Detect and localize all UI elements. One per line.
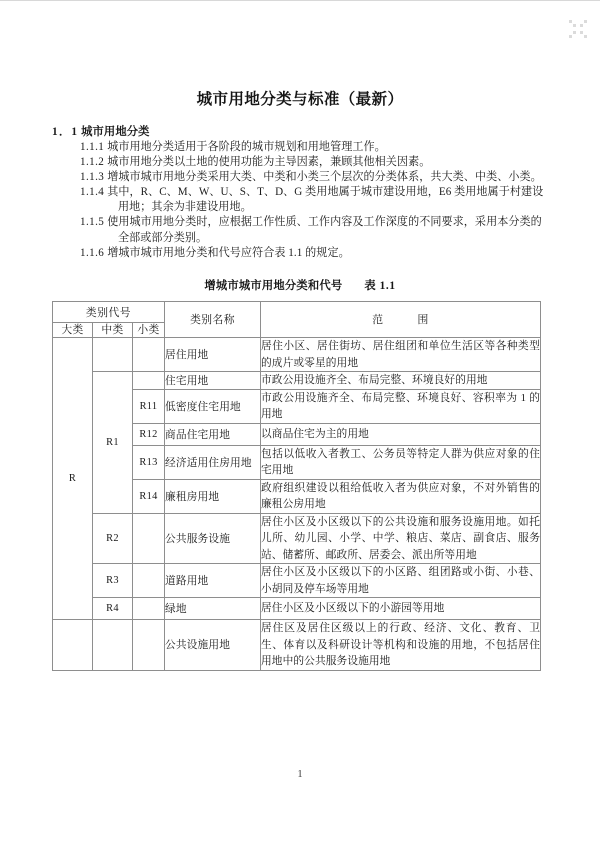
cell-minor-code: [133, 372, 165, 390]
clause-text: 城市用地分类适用于各阶段的城市规划和用地管理工作。: [107, 141, 386, 153]
header-minor-class: 小类: [133, 323, 165, 338]
clause-list: [52, 125, 548, 261]
section-heading-number: 1．1: [52, 126, 79, 138]
table-header-row-1: [53, 302, 541, 323]
section-heading-text: 城市用地分类: [81, 126, 150, 138]
table-caption-text: 增城市城市用地分类和代号: [204, 280, 343, 292]
landuse-table-wrapper: [52, 301, 540, 671]
table-row: [53, 598, 541, 620]
cell-minor-code: [133, 513, 165, 564]
cell-category-name: 低密度住宅用地: [165, 389, 261, 423]
landuse-classification-table: [52, 301, 541, 671]
cell-category-name: 公共服务设施: [165, 513, 261, 564]
cell-medium-code: [93, 338, 133, 372]
cell-scope: 居住小区及小区级以下的公共设施和服务设施用地。如托儿所、幼儿园、小学、中学、粮店、菜店、副食店、服务站、储蓄所、邮政所、居委会、派出所等用地: [261, 513, 541, 564]
cell-scope: 市政公用设施齐全、布局完整、环境良好的用地: [261, 372, 541, 390]
cell-scope: 居住区及居住区级以上的行政、经济、文化、教育、卫生、体育以及科研设计等机构和设施的用地，不包括居住用地中的公共服务设施用地: [261, 620, 541, 671]
page-number: 1: [297, 769, 303, 780]
clause-number: 1.1.6: [80, 246, 105, 259]
cell-minor-code: R14: [133, 479, 165, 513]
header-category-name: 类别名称: [165, 302, 261, 338]
table-number: 表 1.1: [364, 280, 396, 292]
section-heading: [52, 125, 548, 140]
cell-medium-code: R3: [93, 564, 133, 598]
cell-minor-code: [133, 598, 165, 620]
cell-minor-code: [133, 338, 165, 372]
clause-item: [80, 215, 548, 245]
cell-major-code: [53, 620, 93, 671]
header-major-class: 大类: [53, 323, 93, 338]
expand-corners-icon: [568, 19, 588, 39]
header-scope: [261, 302, 541, 338]
clause-item: [80, 246, 548, 261]
header-code-group: 类别代号: [53, 302, 165, 323]
cell-category-name: 公共设施用地: [165, 620, 261, 671]
cell-category-name: 廉租房用地: [165, 479, 261, 513]
cell-medium-code: R4: [93, 598, 133, 620]
cell-minor-code: [133, 620, 165, 671]
clause-number: 1.1.5: [80, 216, 105, 229]
cell-major-code: R: [53, 338, 93, 620]
clause-number: 1.1.2: [80, 156, 105, 169]
cell-scope: 以商品住宅为主的用地: [261, 423, 541, 445]
table-row: [53, 338, 541, 372]
table-row: [53, 564, 541, 598]
cell-category-name: 住宅用地: [165, 372, 261, 390]
clause-number: 1.1.3: [80, 171, 105, 184]
cell-scope: 政府组织建设以租给低收入者为供应对象，不对外销售的廉租公房用地: [261, 479, 541, 513]
clause-item: [80, 170, 548, 185]
cell-medium-code: R1: [93, 372, 133, 514]
page-title: 城市用地分类与标准（最新）: [196, 90, 404, 108]
cell-minor-code: [133, 564, 165, 598]
cell-category-name: 商品住宅用地: [165, 423, 261, 445]
table-row: [53, 513, 541, 564]
cell-scope: 市政公用设施齐全、布局完整、环境良好、容积率为 1 的用地: [261, 389, 541, 423]
clause-item: [80, 140, 548, 155]
cell-scope: 居住小区及小区级以下的小游园等用地: [261, 598, 541, 620]
cell-minor-code: R13: [133, 445, 165, 479]
clause-text: 增城市城市用地分类和代号应符合表 1.1 的规定。: [107, 246, 350, 259]
clause-text: 增城市城市用地分类采用大类、中类和小类三个层次的分类体系，共大类、中类、小类。: [107, 171, 542, 184]
cell-minor-code: R11: [133, 389, 165, 423]
cell-medium-code: [93, 620, 133, 671]
table-row: [53, 372, 541, 390]
clause-number: 1.1.4: [80, 186, 105, 199]
clause-text: 其中，R、C、M、W、U、S、T、D、G 类用地属于城市建设用地，E6 类用地属于村建设用地；其余为非建设用地。: [107, 186, 544, 214]
clause-text: 城市用地分类以土地的使用功能为主导因素，兼顾其他相关因素。: [107, 156, 431, 169]
cell-medium-code: R2: [93, 513, 133, 564]
clause-item: [80, 185, 548, 215]
cell-category-name: 经济适用住房用地: [165, 445, 261, 479]
header-medium-class: 中类: [93, 323, 133, 338]
cell-scope: 居住小区及小区级以下的小区路、组团路或小街、小巷、小胡同及停车场等用地: [261, 564, 541, 598]
clause-number: 1.1.1: [80, 141, 105, 153]
cell-scope: 包括以低收入者教工、公务员等特定人群为供应对象的住宅用地: [261, 445, 541, 479]
cell-minor-code: R12: [133, 423, 165, 445]
table-caption: [0, 277, 600, 293]
cell-scope: 居住小区、居住街坊、居住组团和单位生活区等各种类型的成片或零星的用地: [261, 338, 541, 372]
table-row: [53, 620, 541, 671]
cell-category-name: 绿地: [165, 598, 261, 620]
clause-text: 使用城市用地分类时，应根据工作性质、工作内容及工作深度的不同要求，采用本分类的全部或部分类别。: [107, 216, 542, 244]
clause-item: [80, 155, 548, 170]
cell-category-name: 居住用地: [165, 338, 261, 372]
header-scope-text: 范 围: [372, 314, 429, 326]
cell-category-name: 道路用地: [165, 564, 261, 598]
